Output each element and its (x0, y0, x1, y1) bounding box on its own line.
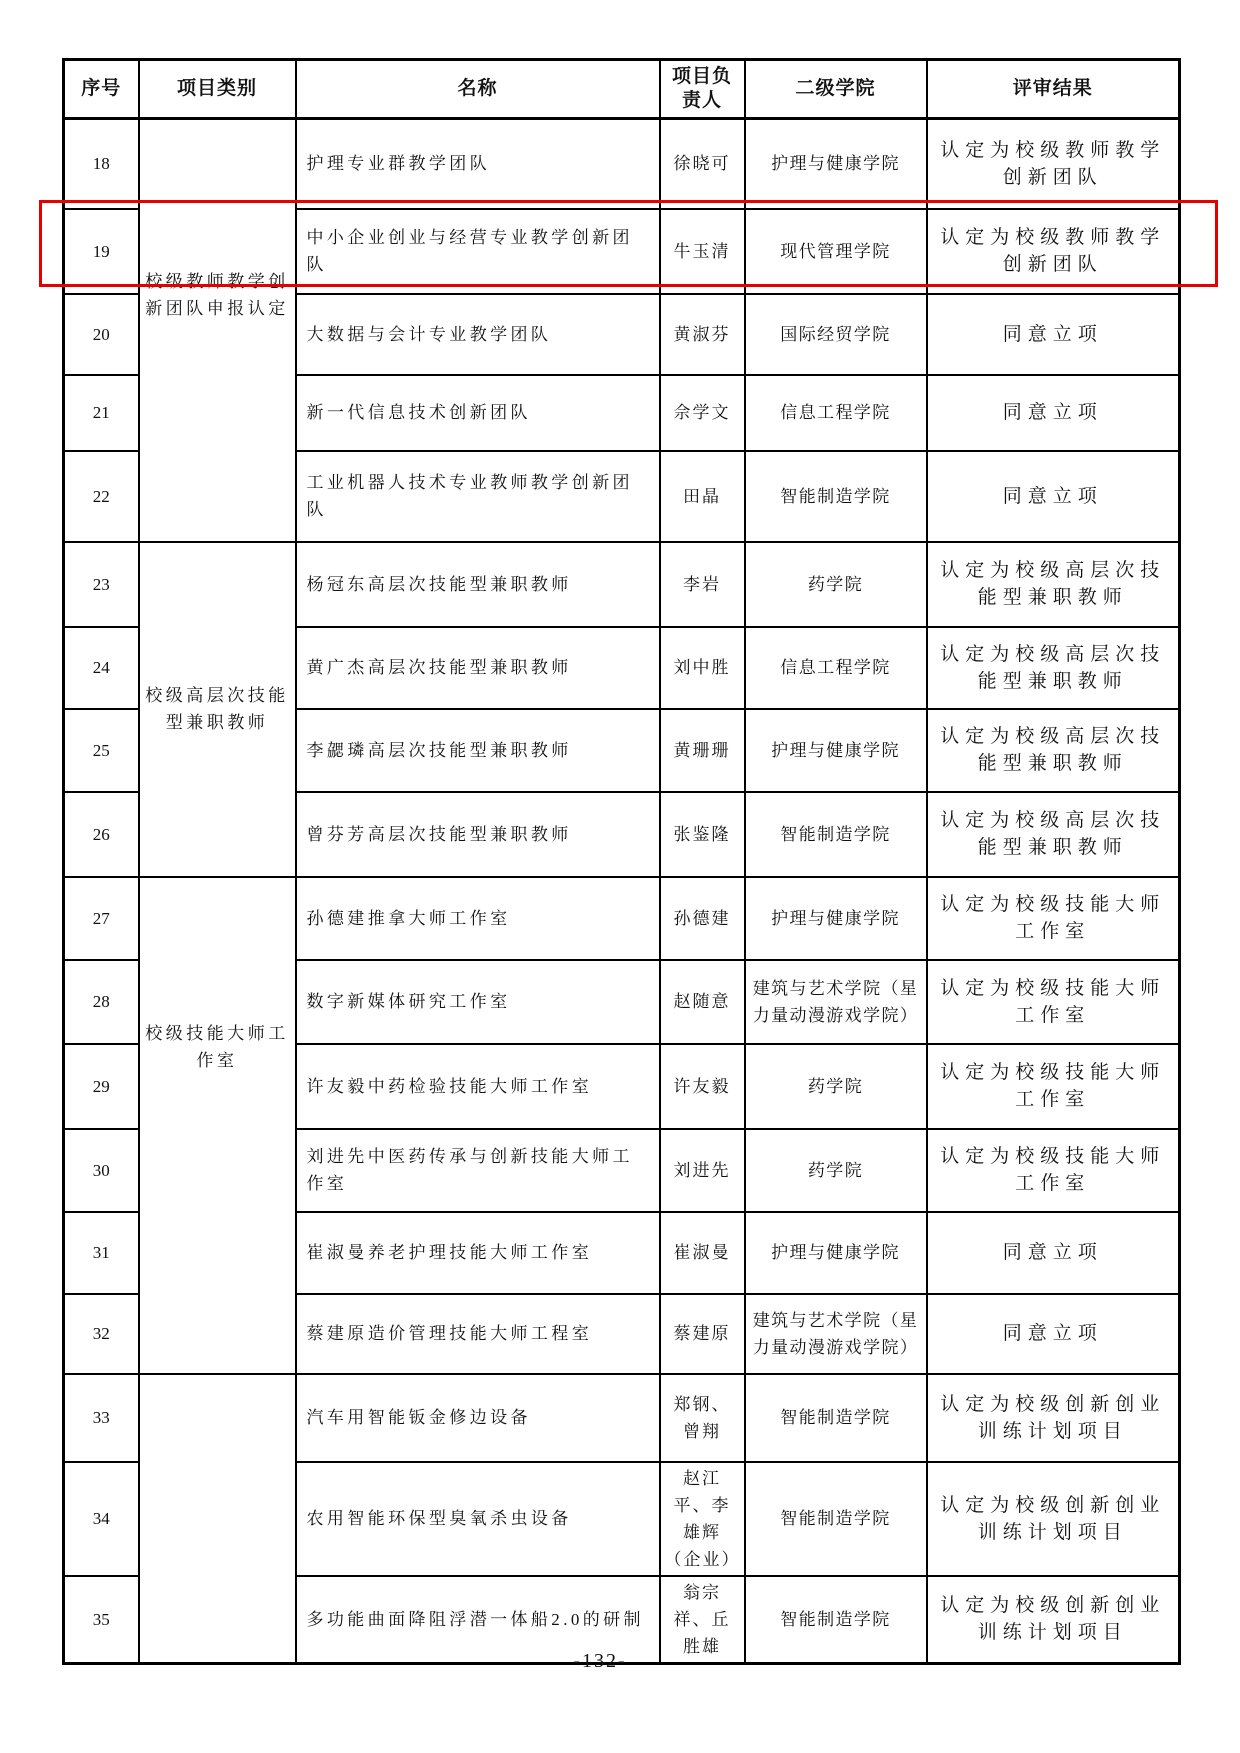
cell-project-name: 崔淑曼养老护理技能大师工作室 (296, 1212, 660, 1294)
cell-project-name: 杨冠东高层次技能型兼职教师 (296, 542, 660, 627)
cell-review-result: 同意立项 (927, 1294, 1180, 1374)
cell-project-name: 刘进先中医药传承与创新技能大师工作室 (296, 1129, 660, 1212)
cell-project-leader: 赵江平、李雄辉（企业） (660, 1462, 745, 1576)
cell-row-number: 32 (64, 1294, 139, 1374)
cell-project-name: 农用智能环保型臭氧杀虫设备 (296, 1462, 660, 1576)
header-cell-name: 名称 (296, 60, 660, 119)
cell-review-result: 认定为校级高层次技能型兼职教师 (927, 792, 1180, 877)
cell-review-result: 认定为校级教师教学创新团队 (927, 119, 1180, 209)
cell-project-name: 蔡建原造价管理技能大师工程室 (296, 1294, 660, 1374)
table-row (64, 119, 1180, 209)
cell-project-leader: 孙德建 (660, 877, 745, 960)
cell-project-name: 多功能曲面降阻浮潜一体船2.0的研制 (296, 1576, 660, 1664)
cell-project-name: 大数据与会计专业教学团队 (296, 294, 660, 375)
cell-college: 建筑与艺术学院（星力量动漫游戏学院） (745, 1294, 927, 1374)
footer-page-number: -132- (573, 1650, 627, 1672)
cell-project-name: 孙德建推拿大师工作室 (296, 877, 660, 960)
cell-project-leader: 刘进先 (660, 1129, 745, 1212)
cell-project-leader: 蔡建原 (660, 1294, 745, 1374)
header-cell-category: 项目类别 (139, 60, 296, 119)
table-header-row (64, 60, 1180, 119)
cell-row-number: 24 (64, 627, 139, 709)
cell-row-number: 19 (64, 209, 139, 294)
cell-project-leader: 黄淑芬 (660, 294, 745, 375)
cell-review-result: 认定为校级高层次技能型兼职教师 (927, 709, 1180, 792)
header-cell-college: 二级学院 (745, 60, 927, 119)
cell-project-leader: 李岩 (660, 542, 745, 627)
cell-project-leader: 郑钢、曾翔 (660, 1374, 745, 1462)
cell-project-leader: 翁宗祥、丘胜雄 (660, 1576, 745, 1664)
cell-project-category: 校级技能大师工作室 (139, 877, 296, 1374)
cell-college: 护理与健康学院 (745, 119, 927, 209)
cell-college: 护理与健康学院 (745, 1212, 927, 1294)
cell-review-result: 认定为校级创新创业训练计划项目 (927, 1374, 1180, 1462)
cell-college: 药学院 (745, 1044, 927, 1129)
cell-project-name: 曾芬芳高层次技能型兼职教师 (296, 792, 660, 877)
cell-row-number: 29 (64, 1044, 139, 1129)
cell-row-number: 31 (64, 1212, 139, 1294)
cell-project-name: 汽车用智能钣金修边设备 (296, 1374, 660, 1462)
cell-project-name: 数字新媒体研究工作室 (296, 960, 660, 1044)
cell-row-number: 27 (64, 877, 139, 960)
cell-review-result: 同意立项 (927, 451, 1180, 542)
cell-project-name: 工业机器人技术专业教师教学创新团队 (296, 451, 660, 542)
cell-college: 智能制造学院 (745, 1576, 927, 1664)
cell-review-result: 同意立项 (927, 375, 1180, 451)
cell-project-leader: 徐晓可 (660, 119, 745, 209)
cell-review-result: 认定为校级教师教学创新团队 (927, 209, 1180, 294)
cell-college: 药学院 (745, 1129, 927, 1212)
cell-review-result: 认定为校级创新创业训练计划项目 (927, 1576, 1180, 1664)
table-body (64, 119, 1180, 1664)
cell-college: 信息工程学院 (745, 627, 927, 709)
cell-review-result: 认定为校级技能大师工作室 (927, 877, 1180, 960)
cell-row-number: 22 (64, 451, 139, 542)
header-cell-leader: 项目负责人 (660, 60, 745, 119)
cell-project-leader: 佘学文 (660, 375, 745, 451)
cell-college: 护理与健康学院 (745, 877, 927, 960)
table-row (64, 877, 1180, 960)
cell-project-leader: 田晶 (660, 451, 745, 542)
cell-row-number: 23 (64, 542, 139, 627)
cell-row-number: 25 (64, 709, 139, 792)
cell-college: 智能制造学院 (745, 1462, 927, 1576)
cell-project-leader: 牛玉清 (660, 209, 745, 294)
cell-college: 信息工程学院 (745, 375, 927, 451)
cell-project-name: 李勰璘高层次技能型兼职教师 (296, 709, 660, 792)
cell-project-name: 护理专业群教学团队 (296, 119, 660, 209)
cell-row-number: 30 (64, 1129, 139, 1212)
cell-review-result: 认定为校级高层次技能型兼职教师 (927, 627, 1180, 709)
header-cell-result: 评审结果 (927, 60, 1180, 119)
cell-project-name: 新一代信息技术创新团队 (296, 375, 660, 451)
cell-project-leader: 许友毅 (660, 1044, 745, 1129)
cell-row-number: 33 (64, 1374, 139, 1462)
cell-row-number: 35 (64, 1576, 139, 1664)
cell-review-result: 认定为校级高层次技能型兼职教师 (927, 542, 1180, 627)
cell-project-name: 黄广杰高层次技能型兼职教师 (296, 627, 660, 709)
cell-college: 智能制造学院 (745, 792, 927, 877)
cell-row-number: 18 (64, 119, 139, 209)
cell-project-category: 校级高层次技能型兼职教师 (139, 542, 296, 877)
cell-college: 药学院 (745, 542, 927, 627)
cell-college: 国际经贸学院 (745, 294, 927, 375)
cell-college: 护理与健康学院 (745, 709, 927, 792)
cell-row-number: 26 (64, 792, 139, 877)
cell-project-leader: 崔淑曼 (660, 1212, 745, 1294)
cell-project-leader: 刘中胜 (660, 627, 745, 709)
cell-project-category (139, 1374, 296, 1664)
table-row (64, 1374, 1180, 1462)
cell-project-name: 许友毅中药检验技能大师工作室 (296, 1044, 660, 1129)
cell-project-leader: 黄珊珊 (660, 709, 745, 792)
cell-review-result: 认定为校级技能大师工作室 (927, 1044, 1180, 1129)
cell-review-result: 同意立项 (927, 294, 1180, 375)
cell-college: 智能制造学院 (745, 1374, 927, 1462)
cell-project-category: 校级教师教学创新团队申报认定 (139, 119, 296, 542)
cell-project-leader: 张鉴隆 (660, 792, 745, 877)
cell-row-number: 28 (64, 960, 139, 1044)
header-cell-no: 序号 (64, 60, 139, 119)
project-table (62, 58, 1181, 1665)
cell-college: 现代管理学院 (745, 209, 927, 294)
cell-college: 建筑与艺术学院（星力量动漫游戏学院） (745, 960, 927, 1044)
table-row (64, 542, 1180, 627)
cell-review-result: 认定为校级技能大师工作室 (927, 960, 1180, 1044)
cell-review-result: 同意立项 (927, 1212, 1180, 1294)
cell-review-result: 认定为校级技能大师工作室 (927, 1129, 1180, 1212)
cell-row-number: 21 (64, 375, 139, 451)
cell-project-name: 中小企业创业与经营专业教学创新团队 (296, 209, 660, 294)
cell-project-leader: 赵随意 (660, 960, 745, 1044)
cell-row-number: 34 (64, 1462, 139, 1576)
cell-college: 智能制造学院 (745, 451, 927, 542)
cell-review-result: 认定为校级创新创业训练计划项目 (927, 1462, 1180, 1576)
cell-row-number: 20 (64, 294, 139, 375)
